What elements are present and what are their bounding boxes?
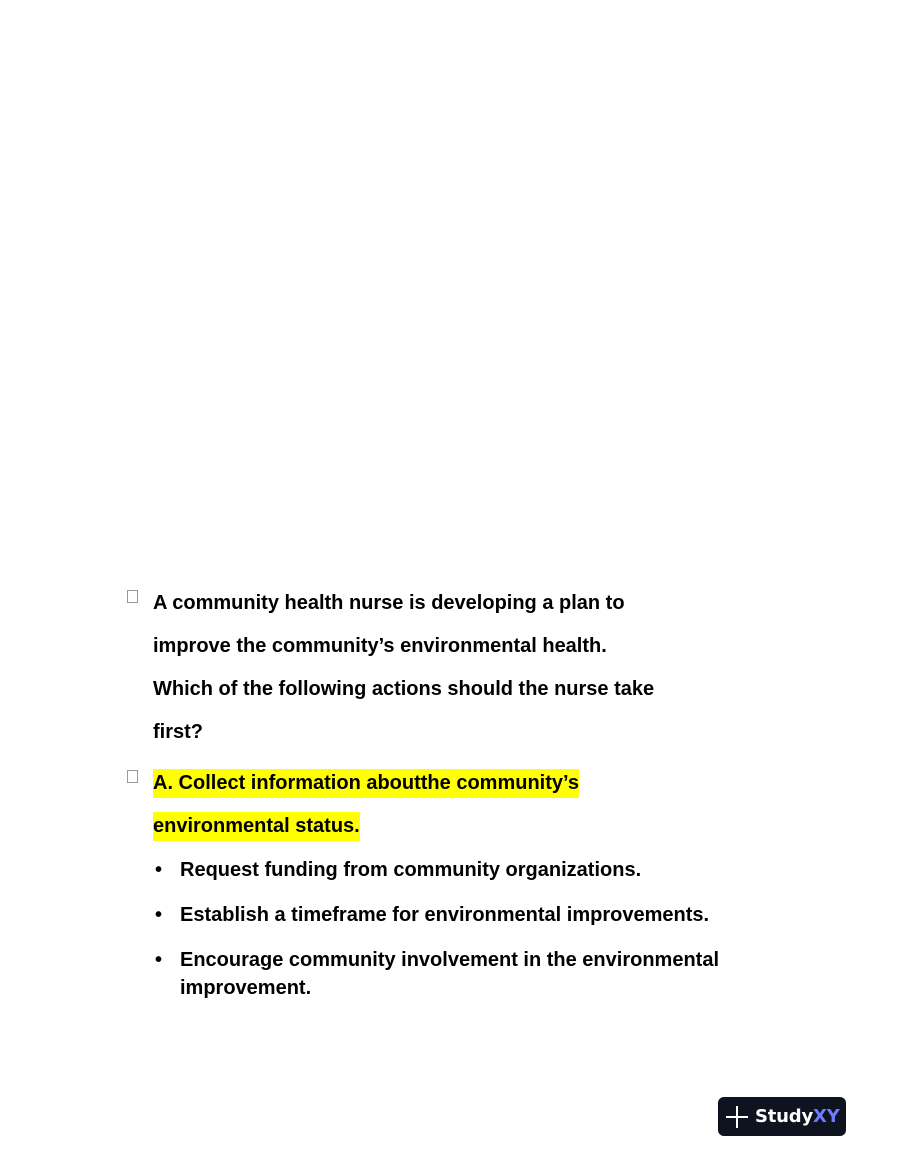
highlighted-answer-text: environmental status. [153,812,360,841]
question-line: first? [153,721,203,743]
answer-line [153,805,767,848]
question-line: Which of the following actions should the nurse take [153,678,655,700]
question-line: A community health nurse is developing a plan to [153,592,625,614]
answer-block [127,762,767,848]
missing-glyph-box-icon [127,770,138,783]
options-list [153,856,793,1019]
question-item [127,582,767,754]
bullet-icon: • [155,859,163,881]
bullet-icon: • [155,949,163,971]
question-block [127,582,767,754]
plus-icon [726,1106,748,1128]
answer-line [153,762,767,805]
option-text: Establish a timeframe for environmental improvements. [180,904,710,926]
studyxy-logo[interactable] [718,1097,846,1136]
brand-wordmark: StudyXY [755,1106,840,1127]
option-item [153,901,793,929]
highlighted-answer-text: A. Collect information aboutthe community’s [153,769,579,798]
missing-glyph-box-icon [127,590,138,603]
option-item [153,946,770,1002]
question-line: improve the community’s environmental health. [153,635,607,657]
answer-item [127,762,767,848]
option-item [153,856,793,884]
bullet-icon: • [155,904,163,926]
option-text: Request funding from community organizations. [180,859,642,881]
option-text: Encourage community involvement in the environmental improvement. [180,949,719,999]
